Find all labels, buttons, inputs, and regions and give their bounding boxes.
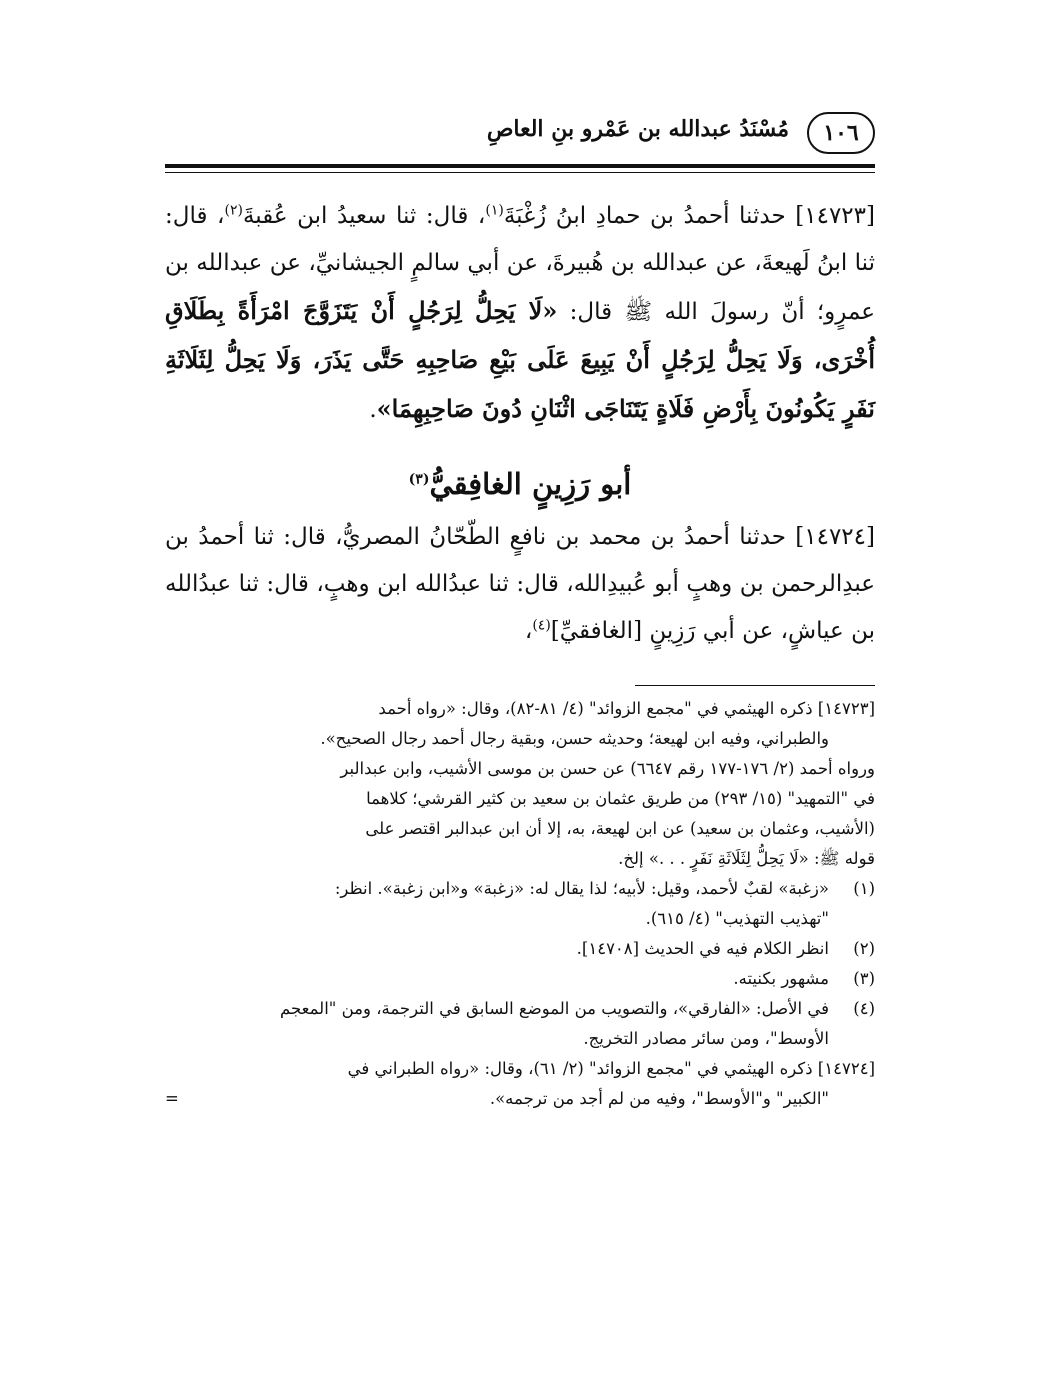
footnote-4-text	[165, 994, 829, 1054]
footnote-rule	[635, 685, 875, 686]
hadith-14723-text: «لَا يَحِلُّ لِرَجُلٍ أَنْ يَتَزَوَّجَ امْرَأَةً بِطَلَاقِ أُخْرَى، وَلَا يَحِلُّ لِرَجُلٍ أَنْ يَبِيعَ عَلَى بَيْعِ صَاحِبِهِ حَتَّى يَذَرَ، وَلَا يَحِلُّ لِثَلَاثَةِ نَفَرٍ يَكُونُونَ بِأَرْضِ فَلَاةٍ يَتَنَاجَى اثْنَانِ دُونَ صَاحِبِهِمَا»	[165, 296, 875, 423]
section-heading-text: أبو رَزِينٍ الغافِقيُّ	[429, 467, 632, 501]
footnote-1-mark: (١)	[853, 879, 875, 898]
footnote-ref-4: (٤)	[532, 617, 551, 634]
footnote-3-text: مشهور بكنيته.	[733, 969, 829, 988]
continuation-mark: =	[165, 1089, 179, 1108]
running-header	[165, 112, 875, 162]
section-heading	[165, 460, 875, 508]
page-number: ١٠٦	[807, 112, 875, 154]
hadith-14723-end: .	[369, 397, 377, 423]
footnote-2-mark: (٢)	[853, 939, 875, 958]
hadith-14723-part2: ، قال: ثنا سعيدُ ابن عُقبةَ	[242, 203, 486, 229]
footnote-4	[165, 994, 875, 1054]
footnote-14723-line: في "التمهيد" (١٥/ ٢٩٣) من طريق عثمان بن سعيد بن كثير القرشي؛ كلاهما	[366, 789, 875, 808]
footnotes	[165, 694, 875, 1114]
hadith-14724-end: ،	[524, 618, 533, 644]
footnote-14723-line: قوله ﷺ: «لَا يَحِلُّ لِثَلَاثَةِ نَفَرٍ . . .» إلخ.	[618, 849, 875, 868]
footnote-14724-line: [١٤٧٢٤] ذكره الهيثمي في "مجمع الزوائد" (٢/ ٦١)، وقال: «رواه الطبراني في	[347, 1059, 875, 1078]
footnote-4-line: الأوسط"، ومن سائر مصادر التخريج.	[583, 1029, 829, 1048]
footnote-2-text: انظر الكلام فيه في الحديث [١٤٧٠٨].	[576, 939, 829, 958]
book-page	[165, 112, 875, 1114]
footnote-14724-line: "الكبير" و"الأوسط"، وفيه من لم أجد من ترجمه».	[489, 1089, 829, 1108]
header-rule	[165, 164, 875, 173]
main-text	[165, 193, 875, 655]
hadith-14724	[165, 514, 875, 655]
footnote-14723	[165, 694, 875, 874]
footnote-1	[165, 874, 875, 934]
footnote-1-line: «زغبة» لقبٌ لأحمد، وقيل: لأبيه؛ لذا يقال له: «زغبة» و«ابن زغبة». انظر:	[334, 879, 829, 898]
footnote-3	[165, 964, 875, 994]
footnote-ref-1: (١)	[485, 202, 504, 219]
footnote-1-text	[165, 874, 829, 934]
running-title: مُسْنَدُ عبدالله بن عَمْرو بنِ العاصِ	[486, 116, 789, 142]
footnote-14724	[165, 1054, 875, 1114]
footnote-3-mark: (٣)	[853, 969, 875, 988]
footnote-1-line: "تهذيب التهذيب" (٤/ ٦١٥).	[645, 909, 829, 928]
hadith-14724-text: [١٤٧٢٤] حدثنا أحمدُ بن محمد بن نافعٍ الطّحّانُ المصريُّ، قال: ثنا أحمدُ بن عبدِالرحمن بن وهبٍ أبو عُبيدِالله، قال: ثنا عبدُالله ابن وهبٍ، قال: ثنا عبدُالله بن عياشٍ، عن أبي رَزِينٍ [الغافقيِّ]	[165, 524, 875, 644]
hadith-14723-intro: [١٤٧٢٣] حدثنا أحمدُ بن حمادِ ابنُ زُغْبَةَ	[503, 203, 876, 229]
footnote-4-line: في الأصل: «الفارقي»، والتصويب من الموضع السابق في الترجمة، ومن "المعجم	[280, 999, 829, 1018]
footnote-ref-3: (٣)	[408, 471, 430, 488]
footnote-4-mark: (٤)	[853, 999, 875, 1018]
footnote-14723-line: [١٤٧٢٣] ذكره الهيثمي في "مجمع الزوائد" (٤/ ٨١-٨٢)، وقال: «رواه أحمد	[378, 699, 875, 718]
hadith-14723	[165, 193, 875, 434]
footnote-2	[165, 934, 875, 964]
footnote-14723-line: ورواه أحمد (٢/ ١٧٦-١٧٧ رقم ٦٦٤٧) عن حسن بن موسى الأشيب، وابن عبدالبر	[340, 759, 875, 778]
hadith-14723-part3: ، قال: ثنا ابنُ لَهيعةَ، عن عبدالله بن هُبيرةَ، عن أبي سالمٍ الجيشانيِّ، عن عبدالله بن عمرٍو؛ أنّ رسولَ الله ﷺ قال:	[165, 203, 875, 325]
footnote-14723-line: والطبراني، وفيه ابن لهيعة؛ وحديثه حسن، وبقية رجال أحمد رجال الصحيح».	[320, 729, 829, 748]
footnote-ref-2: (٢)	[224, 202, 243, 219]
footnote-14723-line: (الأشيب، وعثمان بن سعيد) عن ابن لهيعة، به، إلا أن ابن عبدالبر اقتصر على	[365, 819, 875, 838]
